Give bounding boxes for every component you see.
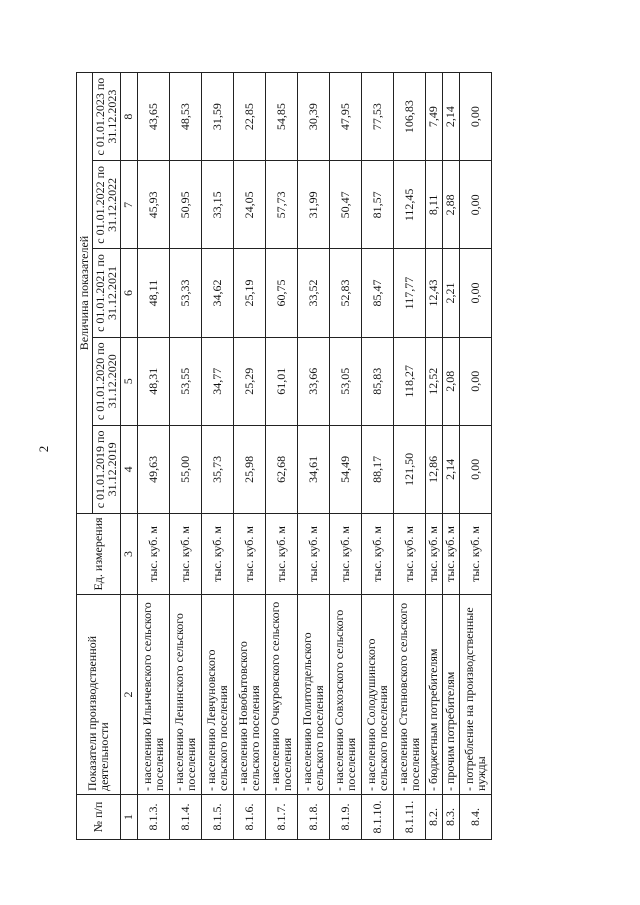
row-value: 24,05 xyxy=(233,161,265,249)
row-value: 34,62 xyxy=(201,249,233,337)
row-value: 53,33 xyxy=(169,249,201,337)
table-row xyxy=(393,73,425,840)
row-value: 50,95 xyxy=(169,161,201,249)
row-name: - населению Ленинского сельского поселения xyxy=(169,595,201,795)
row-value: 77,53 xyxy=(361,73,393,161)
col-number: 2 xyxy=(120,595,137,795)
row-number: 8.1.9. xyxy=(329,795,361,840)
page-number: 2 xyxy=(36,445,51,453)
row-unit: тыс. куб. м xyxy=(459,514,491,595)
col-number: 6 xyxy=(120,249,137,337)
row-value: 62,68 xyxy=(265,425,297,513)
table-row xyxy=(459,73,491,840)
row-value: 31,59 xyxy=(201,73,233,161)
header-period: с 01.01.2022 по 31.12.2022 xyxy=(92,161,120,249)
row-value: 8,11 xyxy=(425,161,442,249)
row-number: 8.1.3. xyxy=(137,795,169,840)
table-row xyxy=(329,73,361,840)
row-value: 12,43 xyxy=(425,249,442,337)
row-value: 52,83 xyxy=(329,249,361,337)
column-numbers-row xyxy=(120,73,137,840)
row-value: 48,11 xyxy=(137,249,169,337)
row-value: 34,77 xyxy=(201,337,233,425)
row-value: 30,39 xyxy=(297,73,329,161)
row-value: 33,52 xyxy=(297,249,329,337)
row-unit: тыс. куб. м xyxy=(442,514,459,595)
row-unit: тыс. куб. м xyxy=(297,514,329,595)
row-value: 2,14 xyxy=(442,425,459,513)
row-unit: тыс. куб. м xyxy=(361,514,393,595)
header-num: № п/п xyxy=(77,795,121,840)
table-row xyxy=(361,73,393,840)
row-value: 88,17 xyxy=(361,425,393,513)
row-number: 8.1.8. xyxy=(297,795,329,840)
table-row xyxy=(201,73,233,840)
row-value: 2,14 xyxy=(442,73,459,161)
row-name: - населению Степновского сельского поселения xyxy=(393,595,425,795)
row-value: 33,15 xyxy=(201,161,233,249)
row-unit: тыс. куб. м xyxy=(137,514,169,595)
row-value: 55,00 xyxy=(169,425,201,513)
table-row xyxy=(137,73,169,840)
row-name: - населению Солодушинского сельского поселения xyxy=(361,595,393,795)
row-value: 81,57 xyxy=(361,161,393,249)
col-number: 7 xyxy=(120,161,137,249)
row-value: 45,93 xyxy=(137,161,169,249)
row-unit: тыс. куб. м xyxy=(425,514,442,595)
row-value: 12,52 xyxy=(425,337,442,425)
row-value: 34,61 xyxy=(297,425,329,513)
header-period: с 01.01.2023 по 31.12.2023 xyxy=(92,73,120,161)
row-value: 0,00 xyxy=(459,337,491,425)
row-unit: тыс. куб. м xyxy=(393,514,425,595)
row-value: 112,45 xyxy=(393,161,425,249)
row-value: 48,31 xyxy=(137,337,169,425)
col-number: 3 xyxy=(120,514,137,595)
row-value: 49,63 xyxy=(137,425,169,513)
indicators-table xyxy=(76,72,492,840)
row-value: 31,99 xyxy=(297,161,329,249)
header-row-1 xyxy=(77,73,93,840)
row-value: 117,77 xyxy=(393,249,425,337)
row-number: 8.1.10. xyxy=(361,795,393,840)
row-value: 0,00 xyxy=(459,73,491,161)
row-value: 47,95 xyxy=(329,73,361,161)
row-name: - населению Новобытовского сельского поселения xyxy=(233,595,265,795)
header-period: с 01.01.2021 по 31.12.2021 xyxy=(92,249,120,337)
header-period: с 01.01.2020 по 31.12.2020 xyxy=(92,337,120,425)
row-value: 7,49 xyxy=(425,73,442,161)
row-value: 0,00 xyxy=(459,161,491,249)
row-value: 0,00 xyxy=(459,249,491,337)
row-value: 121,50 xyxy=(393,425,425,513)
row-value: 48,53 xyxy=(169,73,201,161)
row-value: 54,49 xyxy=(329,425,361,513)
row-value: 85,83 xyxy=(361,337,393,425)
row-value: 43,65 xyxy=(137,73,169,161)
row-value: 25,19 xyxy=(233,249,265,337)
row-value: 57,73 xyxy=(265,161,297,249)
table-row xyxy=(265,73,297,840)
header-name: Показатели производственной деятельности xyxy=(77,595,121,795)
row-name: - прочим потребителям xyxy=(442,595,459,795)
row-name: - бюджетным потребителям xyxy=(425,595,442,795)
row-name: - населению Политотдельского сельского поселения xyxy=(297,595,329,795)
table-row xyxy=(425,73,442,840)
col-number: 5 xyxy=(120,337,137,425)
table-row xyxy=(297,73,329,840)
table-row xyxy=(442,73,459,840)
row-value: 2,21 xyxy=(442,249,459,337)
table-container xyxy=(76,72,489,840)
row-value: 0,00 xyxy=(459,425,491,513)
row-value: 25,98 xyxy=(233,425,265,513)
row-name: - населению Совхозского сельского поселения xyxy=(329,595,361,795)
row-number: 8.1.7. xyxy=(265,795,297,840)
row-unit: тыс. куб. м xyxy=(201,514,233,595)
table-row xyxy=(233,73,265,840)
row-value: 2,08 xyxy=(442,337,459,425)
row-unit: тыс. куб. м xyxy=(169,514,201,595)
header-unit: Ед. измерения xyxy=(77,514,121,595)
col-number: 4 xyxy=(120,425,137,513)
table-body xyxy=(137,73,491,840)
rotated-table-area xyxy=(76,72,489,840)
row-value: 12,86 xyxy=(425,425,442,513)
col-number: 1 xyxy=(120,795,137,840)
row-value: 2,88 xyxy=(442,161,459,249)
row-value: 25,29 xyxy=(233,337,265,425)
row-number: 8.1.6. xyxy=(233,795,265,840)
row-value: 60,75 xyxy=(265,249,297,337)
row-value: 106,83 xyxy=(393,73,425,161)
row-name: - потребление на производственные нужды xyxy=(459,595,491,795)
row-unit: тыс. куб. м xyxy=(329,514,361,595)
row-number: 8.2. xyxy=(425,795,442,840)
row-value: 35,73 xyxy=(201,425,233,513)
row-value: 53,05 xyxy=(329,337,361,425)
row-name: - населению Левчуновского сельского поселения xyxy=(201,595,233,795)
row-value: 54,85 xyxy=(265,73,297,161)
row-value: 85,47 xyxy=(361,249,393,337)
col-number: 8 xyxy=(120,73,137,161)
row-number: 8.4. xyxy=(459,795,491,840)
row-number: 8.1.4. xyxy=(169,795,201,840)
row-number: 8.3. xyxy=(442,795,459,840)
row-number: 8.1.5. xyxy=(201,795,233,840)
table-row xyxy=(169,73,201,840)
row-value: 61,01 xyxy=(265,337,297,425)
row-value: 22,85 xyxy=(233,73,265,161)
row-value: 53,55 xyxy=(169,337,201,425)
row-value: 50,47 xyxy=(329,161,361,249)
row-unit: тыс. куб. м xyxy=(233,514,265,595)
row-unit: тыс. куб. м xyxy=(265,514,297,595)
row-name: - населению Очкуровского сельского поселения xyxy=(265,595,297,795)
row-number: 8.1.11. xyxy=(393,795,425,840)
row-value: 33,66 xyxy=(297,337,329,425)
row-name: - населению Ильичевского сельского поселения xyxy=(137,595,169,795)
header-group: Величина показателей xyxy=(77,73,93,514)
row-value: 118,27 xyxy=(393,337,425,425)
header-period: с 01.01.2019 по 31.12.2019 xyxy=(92,425,120,513)
